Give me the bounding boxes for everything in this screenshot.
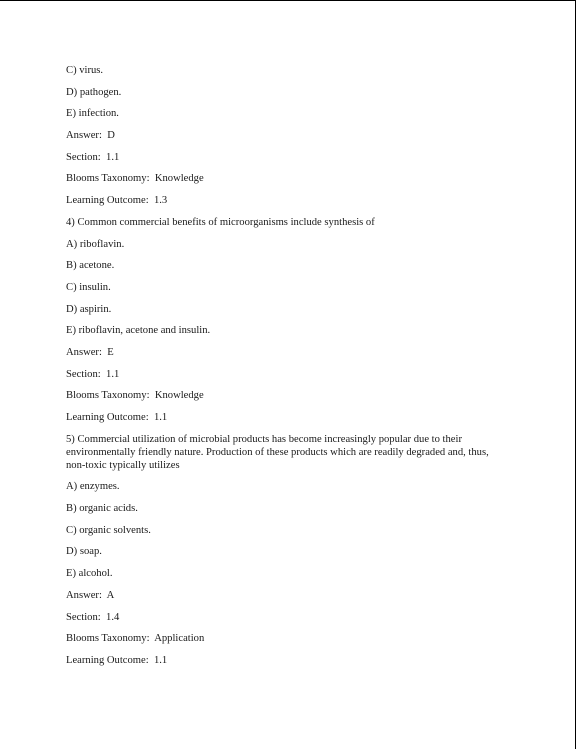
section-q3: Section: 1.1 [66,151,120,163]
section-q5: Section: 1.4 [66,611,120,623]
learning-outcome-q4: Learning Outcome: 1.1 [66,412,168,423]
section-q4: Section: 1.1 [66,368,120,380]
option-e-infection: E) infection. [66,108,119,120]
learning-outcome-q5: Learning Outcome: 1.1 [66,654,168,666]
option-b-acetone: B) acetone. [66,260,115,272]
question-5: 5) Commercial utilization of microbial products has become increasingly popular due to their environmentally friendly nature. Production of these products which are readily degraded and, thus, non-toxic typically utilizes [66,433,489,471]
document-content [66,64,506,676]
option-c-organic-solvents: C) organic solvents. [66,524,151,536]
option-a-riboflavin: A) riboflavin. [66,238,125,250]
option-c-insulin: C) insulin. [66,281,111,293]
option-c-virus: C) virus. [66,65,104,76]
blooms-taxonomy-q4: Blooms Taxonomy: Knowledge [66,390,204,402]
option-e-all: E) riboflavin, acetone and insulin. [66,325,211,337]
learning-outcome-q3: Learning Outcome: 1.3 [66,195,168,207]
blooms-taxonomy-q5: Blooms Taxonomy: Application [66,633,205,645]
answer-q5: Answer: A [66,589,115,601]
option-d-aspirin: D) aspirin. [66,303,112,315]
answer-q3: Answer: D [66,130,115,142]
option-b-organic-acids: B) organic acids. [66,503,138,515]
option-d-pathogen: D) pathogen. [66,86,122,98]
option-a-enzymes: A) enzymes. [66,481,120,493]
answer-q4: Answer: E [66,346,114,358]
question-4: 4) Common commercial benefits of microorganisms include synthesis of [66,216,375,228]
option-e-alcohol: E) alcohol. [66,568,113,580]
blooms-taxonomy-q3: Blooms Taxonomy: Knowledge [66,173,204,185]
option-d-soap: D) soap. [66,546,102,558]
